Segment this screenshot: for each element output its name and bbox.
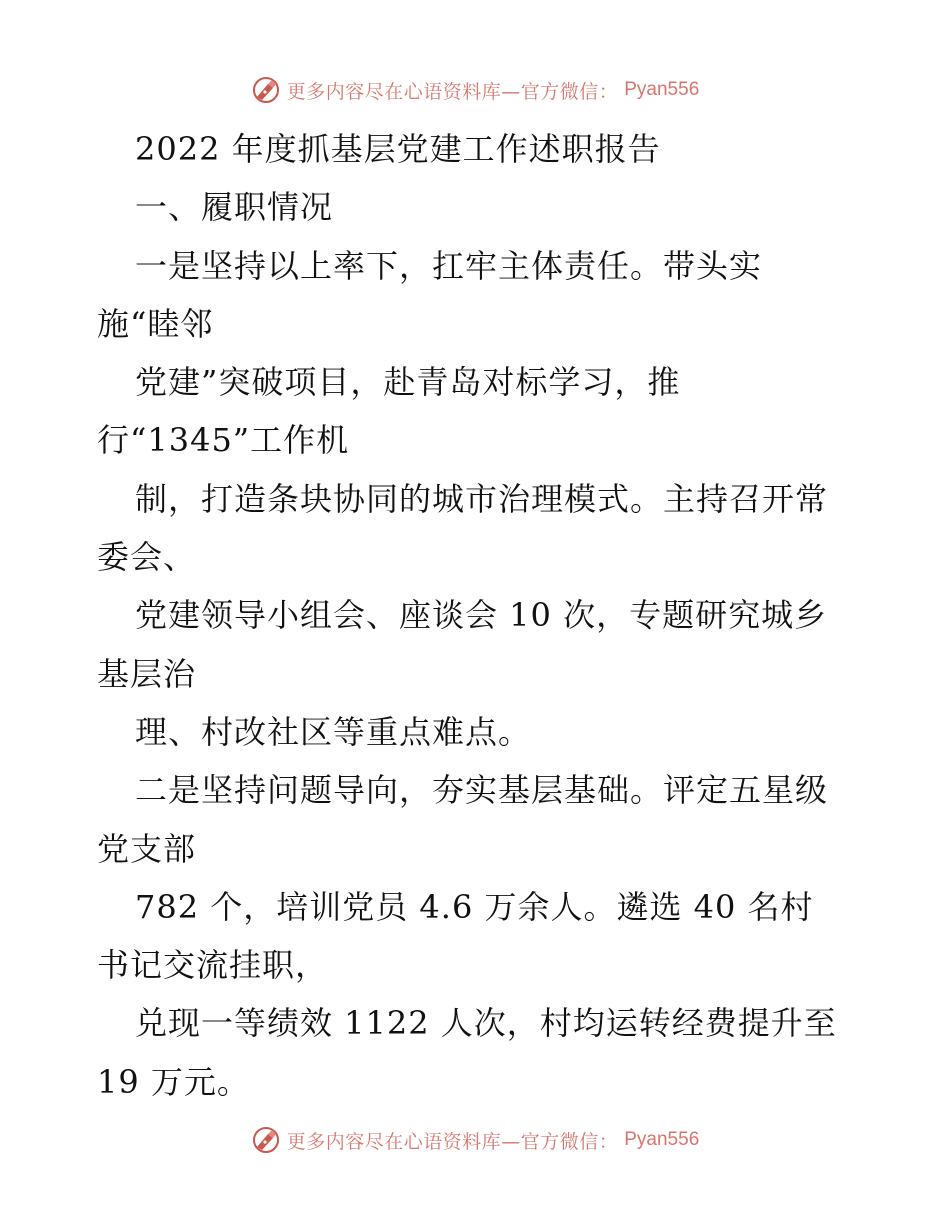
paragraph-line: 基层治 (97, 654, 197, 693)
section-heading: 一、履职情况 (135, 188, 334, 227)
paragraph-line: 委会、 (97, 538, 197, 577)
paragraph-line: 行“1345”工作机 (97, 421, 350, 460)
paragraph-line: 理、村改社区等重点难点。 (135, 712, 532, 751)
document-body (97, 120, 897, 1111)
paragraph-line: 施“睦邻 (97, 304, 214, 343)
paragraph-line: 782 个，培训党员 4.6 万余人。遴选 40 名村 (135, 887, 814, 926)
pen-nib-logo-icon (251, 1125, 281, 1155)
paragraph-line: 一是坚持以上率下，扛牢主体责任。带头实 (135, 246, 763, 285)
watermark-footer (0, 1120, 950, 1160)
paragraph-line: 党建领导小组会、座谈会 10 次，专题研究城乡 (135, 596, 828, 635)
pen-nib-logo-icon (251, 75, 281, 105)
watermark-header (0, 70, 950, 110)
paragraph-line: 兑现一等绩效 1122 人次，村均运转经费提升至 (135, 1004, 837, 1043)
paragraph-line: 党建”突破项目，赴青岛对标学习，推 (135, 363, 681, 402)
paragraph-line: 二是坚持问题导向，夯实基层基础。评定五星级 (135, 771, 829, 810)
paragraph-line: 制，打造条块协同的城市治理模式。主持召开常 (135, 479, 829, 518)
paragraph-line: 党支部 (97, 829, 197, 868)
paragraph-line: 19 万元。 (97, 1062, 250, 1101)
watermark-wechat-handle: Pyan556 (624, 79, 700, 100)
document-title: 2022 年度抓基层党建工作述职报告 (135, 130, 661, 168)
paragraph-line: 书记交流挂职， (97, 946, 329, 985)
watermark-wechat-handle: Pyan556 (624, 1129, 700, 1150)
watermark-text: 更多内容尽在心语资料库—官方微信： (286, 1130, 619, 1153)
watermark-text: 更多内容尽在心语资料库—官方微信： (286, 80, 619, 103)
